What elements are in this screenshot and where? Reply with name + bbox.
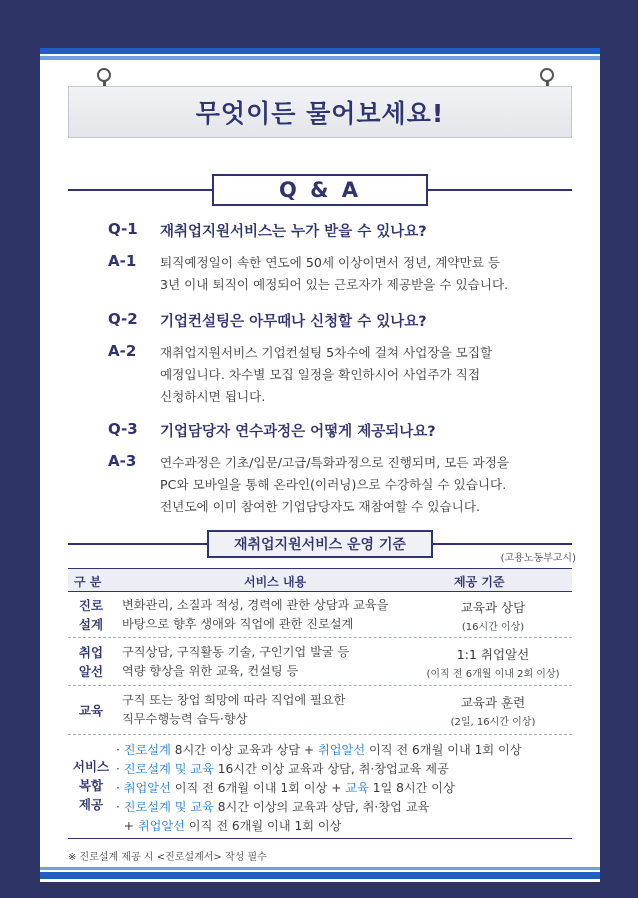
row-provision xyxy=(420,693,566,728)
top-accent-stripe xyxy=(40,48,600,54)
title-banner xyxy=(68,86,572,138)
highlight-term: 취업알선 xyxy=(137,819,185,833)
standards-heading-tab xyxy=(207,530,433,558)
row-content-line: 변화관리, 소질과 적성, 경력에 관한 상담과 교육을 xyxy=(122,598,389,612)
row-content xyxy=(122,643,349,681)
a1-line: 퇴직예정일이 속한 연도에 50세 이상이면서 정년, 계약만료 등 xyxy=(160,255,501,270)
a2-label: A-2 xyxy=(108,342,137,360)
row-content xyxy=(122,691,345,729)
highlight-term: 진로설계 및 교육 xyxy=(123,800,214,814)
combined-line xyxy=(116,779,455,796)
table-header xyxy=(68,568,572,592)
bullet: · xyxy=(116,800,124,814)
row-category xyxy=(68,701,114,720)
a3-line: 연수과정은 기초/입문/고급/특화과정으로 진행되며, 모든 과정을 xyxy=(160,455,510,470)
provision-main: 교육과 상담 xyxy=(460,600,526,615)
row-category-line: 진로 xyxy=(78,598,104,613)
combined-line xyxy=(116,798,429,815)
q2-question: 기업컨설팅은 아무때나 신청할 수 있나요? xyxy=(160,314,427,330)
a2-line: 예정입니다. 차수별 모집 일정을 확인하시어 사업주가 직접 xyxy=(160,367,480,382)
table-bottom-border xyxy=(68,838,572,839)
q1-question: 재취업지원서비스는 누가 받을 수 있나요? xyxy=(160,224,427,240)
highlight-term: 취업알선 xyxy=(318,743,366,757)
a3-line: PC와 모바일을 통해 온라인(이러닝)으로 수강하실 수 있습니다. xyxy=(160,477,507,492)
q3-label: Q-3 xyxy=(108,420,138,438)
row-category-line: 제공 xyxy=(78,797,104,812)
top-accent-stripe-light xyxy=(40,56,600,60)
row-content-line: 바탕으로 향후 생애와 직업에 관한 진로설계 xyxy=(122,617,354,631)
bottom-accent-stripe-light xyxy=(40,867,600,870)
row-category-line: 설계 xyxy=(78,617,104,632)
line-text: 이직 전 6개월 이내 1회 이상 xyxy=(184,819,342,833)
source-note: (고용노동부고시) xyxy=(500,553,576,564)
bottom-accent-stripe xyxy=(40,872,600,879)
line-text: 8시간 이상 교육과 상담 + xyxy=(170,743,319,757)
line-text: 이직 전 6개월 이내 1회 이상 xyxy=(365,743,522,757)
combined-line xyxy=(116,760,449,777)
row-category-line: 알선 xyxy=(78,664,104,679)
binder-ring-right-icon xyxy=(540,68,554,82)
q2-label: Q-2 xyxy=(108,310,138,328)
line-text: 16시간 이상 교육과 상담, 취·창업교육 제공 xyxy=(213,762,449,776)
a3-line: 전년도에 이미 참여한 기업담당자도 재참여할 수 있습니다. xyxy=(160,499,480,514)
line-text: 8시간 이상의 교육과 상담, 취·창업 교육 xyxy=(213,800,430,814)
highlight-term: 취업알선 xyxy=(123,781,171,795)
q3-question: 기업담당자 연수과정은 어떻게 제공되나요? xyxy=(160,424,436,440)
provision-sub: (2일, 16시간 이상) xyxy=(450,717,536,728)
a3-label: A-3 xyxy=(108,452,137,470)
qa-heading: Q & A xyxy=(278,178,362,202)
page-title: 무엇이든 물어보세요! xyxy=(195,99,445,128)
row-category xyxy=(68,757,114,814)
line-text: 1일 8시간 이상 xyxy=(368,781,455,795)
row-category-line: 복합 xyxy=(78,778,104,793)
column-header: 제공 기준 xyxy=(454,575,505,589)
bullet: · xyxy=(116,743,124,757)
row-provision xyxy=(420,645,566,680)
row-category-line: 서비스 xyxy=(72,759,110,774)
line-text: 이직 전 6개월 이내 1회 이상 + xyxy=(170,781,346,795)
highlight-term: 진로설계 및 교육 xyxy=(123,762,214,776)
combined-line xyxy=(116,817,341,834)
footnote: ※ 진로설계 제공 시 <진로설계서> 작성 필수 xyxy=(68,852,267,863)
row-content-line: 구직 또는 창업 희망에 따라 직업에 필요한 xyxy=(122,693,346,707)
a1-line: 3년 이내 퇴직이 예정되어 있는 근로자가 제공받을 수 있습니다. xyxy=(160,277,509,292)
standards-heading: 재취업지원서비스 운영 기준 xyxy=(233,537,407,553)
binder-ring-left-icon xyxy=(97,68,111,82)
q1-label: Q-1 xyxy=(108,220,138,238)
a2-line: 신청하시면 됩니다. xyxy=(160,389,266,404)
a1-label: A-1 xyxy=(108,252,137,270)
qa-heading-tab xyxy=(212,174,428,206)
row-category-line: 취업 xyxy=(78,645,104,660)
row-divider xyxy=(68,685,572,686)
row-content xyxy=(122,596,388,634)
column-header: 구 분 xyxy=(74,575,102,589)
provision-sub: (16시간 이상) xyxy=(461,622,525,633)
bullet: · xyxy=(116,762,124,776)
row-content-line: 직무수행능력 습득·향상 xyxy=(122,712,248,726)
row-content-line: 구직상담, 구직활동 기술, 구인기업 발굴 등 xyxy=(122,645,350,659)
row-provision xyxy=(420,598,566,633)
bullet: · xyxy=(116,781,124,795)
row-divider xyxy=(68,734,572,735)
provision-main: 교육과 훈련 xyxy=(460,695,526,710)
highlight-term: 교육 xyxy=(345,781,369,795)
provision-sub: (이직 전 6개월 이내 2회 이상) xyxy=(426,669,560,680)
provision-main: 1:1 취업알선 xyxy=(456,647,530,662)
column-header: 서비스 내용 xyxy=(244,575,307,589)
row-category xyxy=(68,596,114,634)
combined-line xyxy=(116,741,522,758)
bullet: + xyxy=(116,819,138,833)
row-divider xyxy=(68,637,572,638)
a2-line: 재취업지원서비스 기업컨설팅 5차수에 걸쳐 사업장을 모집할 xyxy=(160,345,493,360)
highlight-term: 진로설계 xyxy=(123,743,171,757)
row-category-line: 교육 xyxy=(78,703,104,718)
row-content-line: 역량 향상을 위한 교육, 컨설팅 등 xyxy=(122,664,299,678)
row-category xyxy=(68,643,114,681)
